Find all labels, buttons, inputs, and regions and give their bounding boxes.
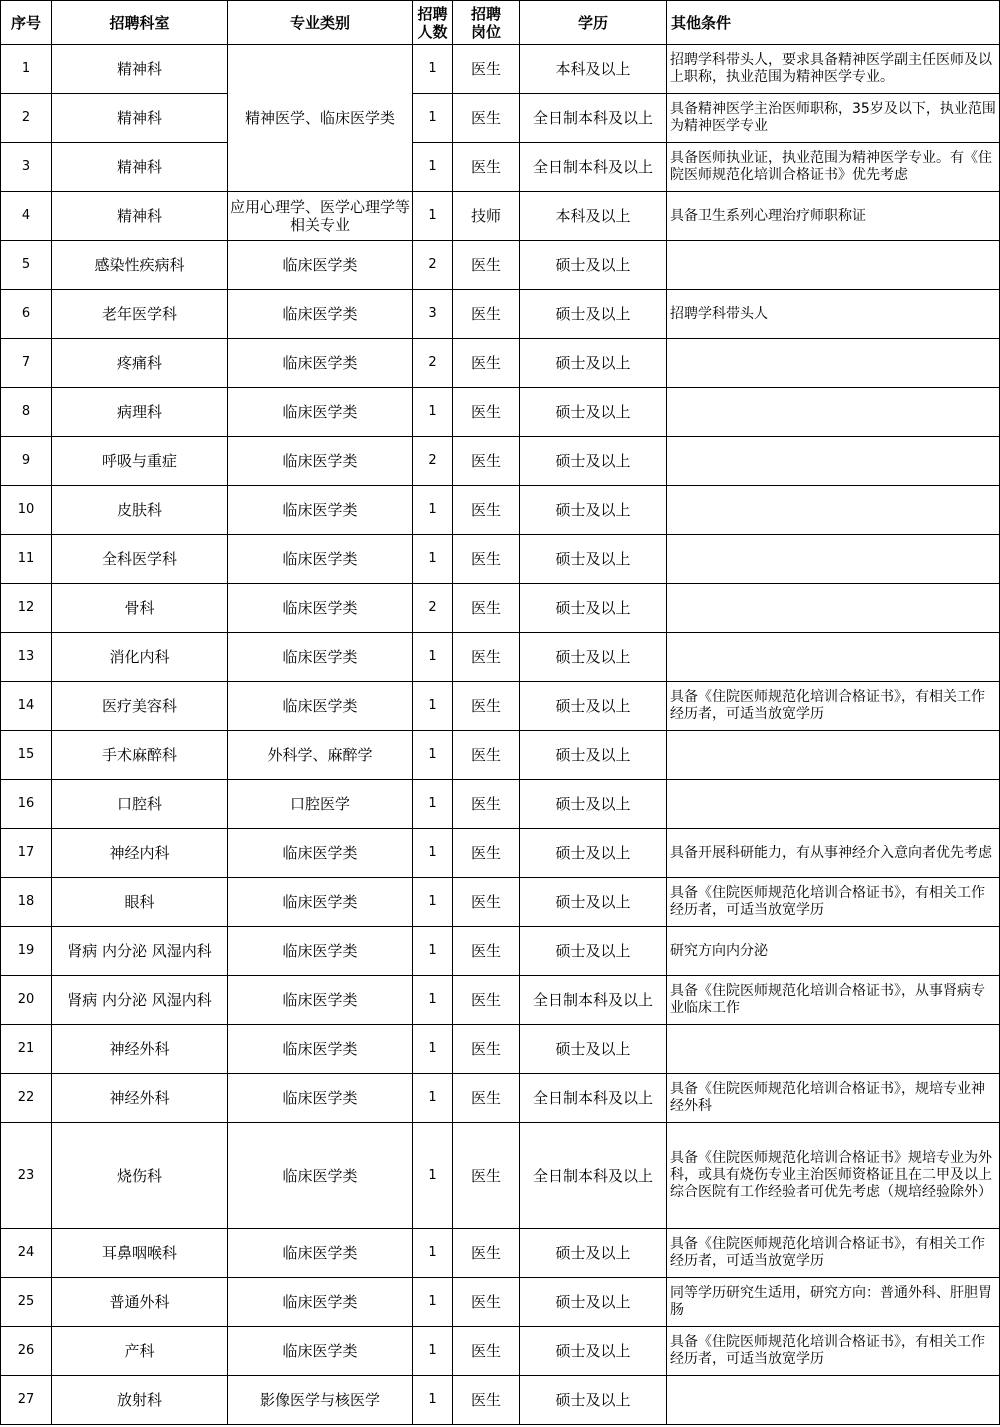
table-row bbox=[1, 1376, 1000, 1425]
cell-post: 医生 bbox=[453, 780, 520, 829]
cell-post: 医生 bbox=[453, 878, 520, 927]
cell-major: 临床医学类 bbox=[228, 486, 413, 535]
cell-edu: 硕士及以上 bbox=[520, 1278, 667, 1327]
cell-post: 医生 bbox=[453, 94, 520, 143]
cell-edu: 本科及以上 bbox=[520, 192, 667, 241]
header-major: 专业类别 bbox=[228, 1, 413, 45]
cell-count: 1 bbox=[413, 731, 453, 780]
cell-major: 影像医学与核医学 bbox=[228, 1376, 413, 1425]
cell-count: 1 bbox=[413, 682, 453, 731]
table-row bbox=[1, 339, 1000, 388]
cell-dept: 普通外科 bbox=[52, 1278, 228, 1327]
cell-count: 2 bbox=[413, 584, 453, 633]
cell-major: 临床医学类 bbox=[228, 633, 413, 682]
cell-post: 医生 bbox=[453, 1025, 520, 1074]
cell-major: 临床医学类 bbox=[228, 339, 413, 388]
cell-dept: 肾病 内分泌 风湿内科 bbox=[52, 976, 228, 1025]
cell-count: 2 bbox=[413, 437, 453, 486]
cell-post: 医生 bbox=[453, 1278, 520, 1327]
cell-post: 医生 bbox=[453, 45, 520, 94]
cell-post: 医生 bbox=[453, 290, 520, 339]
header-seq: 序号 bbox=[1, 1, 52, 45]
cell-post: 医生 bbox=[453, 633, 520, 682]
cell-edu: 硕士及以上 bbox=[520, 731, 667, 780]
cell-edu: 硕士及以上 bbox=[520, 437, 667, 486]
table-row bbox=[1, 878, 1000, 927]
cell-post: 医生 bbox=[453, 1327, 520, 1376]
cell-note: 具备《住院医师规范化培训合格证书》，从事肾病专业临床工作 bbox=[667, 976, 1000, 1025]
table-row bbox=[1, 241, 1000, 290]
cell-seq: 17 bbox=[1, 829, 52, 878]
table-row bbox=[1, 829, 1000, 878]
table-row bbox=[1, 1229, 1000, 1278]
cell-seq: 6 bbox=[1, 290, 52, 339]
cell-post: 医生 bbox=[453, 486, 520, 535]
cell-post: 医生 bbox=[453, 927, 520, 976]
cell-dept: 精神科 bbox=[52, 94, 228, 143]
cell-post: 医生 bbox=[453, 584, 520, 633]
cell-note bbox=[667, 388, 1000, 437]
cell-count: 3 bbox=[413, 290, 453, 339]
table-row bbox=[1, 45, 1000, 94]
table-row bbox=[1, 192, 1000, 241]
cell-edu: 硕士及以上 bbox=[520, 535, 667, 584]
cell-seq: 14 bbox=[1, 682, 52, 731]
cell-post: 医生 bbox=[453, 1123, 520, 1229]
cell-note: 具备精神医学主治医师职称，35岁及以下，执业范围为精神医学专业 bbox=[667, 94, 1000, 143]
table-row bbox=[1, 1278, 1000, 1327]
cell-post: 医生 bbox=[453, 388, 520, 437]
cell-edu: 硕士及以上 bbox=[520, 241, 667, 290]
cell-dept: 骨科 bbox=[52, 584, 228, 633]
cell-count: 1 bbox=[413, 1327, 453, 1376]
table-row bbox=[1, 94, 1000, 143]
cell-count: 1 bbox=[413, 927, 453, 976]
cell-edu: 硕士及以上 bbox=[520, 1327, 667, 1376]
cell-note bbox=[667, 339, 1000, 388]
cell-dept: 口腔科 bbox=[52, 780, 228, 829]
cell-edu: 全日制本科及以上 bbox=[520, 976, 667, 1025]
cell-major: 临床医学类 bbox=[228, 388, 413, 437]
table-row bbox=[1, 976, 1000, 1025]
cell-edu: 硕士及以上 bbox=[520, 1229, 667, 1278]
cell-seq: 3 bbox=[1, 143, 52, 192]
cell-seq: 12 bbox=[1, 584, 52, 633]
cell-seq: 21 bbox=[1, 1025, 52, 1074]
cell-count: 1 bbox=[413, 1278, 453, 1327]
cell-edu: 全日制本科及以上 bbox=[520, 1074, 667, 1123]
cell-major: 外科学、麻醉学 bbox=[228, 731, 413, 780]
cell-note bbox=[667, 437, 1000, 486]
cell-seq: 13 bbox=[1, 633, 52, 682]
header-count-line2: 人数 bbox=[417, 22, 448, 41]
cell-note: 具备《住院医师规范化培训合格证书》规培专业为外科，或具有烧伤专业主治医师资格证且在二甲及以上综合医院有工作经验者可优先考虑（规培经验除外） bbox=[667, 1123, 1000, 1229]
header-other: 其他条件 bbox=[667, 1, 1000, 45]
cell-dept: 神经外科 bbox=[52, 1074, 228, 1123]
cell-edu: 本科及以上 bbox=[520, 45, 667, 94]
cell-count: 1 bbox=[413, 94, 453, 143]
table-row bbox=[1, 437, 1000, 486]
cell-note: 招聘学科带头人，要求具备精神医学副主任医师及以上职称，执业范围为精神医学专业。 bbox=[667, 45, 1000, 94]
table-row bbox=[1, 731, 1000, 780]
cell-dept: 眼科 bbox=[52, 878, 228, 927]
cell-post: 医生 bbox=[453, 1376, 520, 1425]
cell-dept: 手术麻醉科 bbox=[52, 731, 228, 780]
cell-seq: 20 bbox=[1, 976, 52, 1025]
cell-dept: 耳鼻咽喉科 bbox=[52, 1229, 228, 1278]
table-row bbox=[1, 388, 1000, 437]
table-row bbox=[1, 290, 1000, 339]
cell-dept: 肾病 内分泌 风湿内科 bbox=[52, 927, 228, 976]
cell-seq: 10 bbox=[1, 486, 52, 535]
cell-dept: 皮肤科 bbox=[52, 486, 228, 535]
table-row bbox=[1, 143, 1000, 192]
cell-seq: 19 bbox=[1, 927, 52, 976]
cell-major: 临床医学类 bbox=[228, 1229, 413, 1278]
cell-dept: 全科医学科 bbox=[52, 535, 228, 584]
cell-post: 技师 bbox=[453, 192, 520, 241]
cell-note: 同等学历研究生适用，研究方向：普通外科、肝胆胃肠 bbox=[667, 1278, 1000, 1327]
cell-count: 1 bbox=[413, 486, 453, 535]
cell-seq: 7 bbox=[1, 339, 52, 388]
cell-dept: 老年医学科 bbox=[52, 290, 228, 339]
cell-major: 口腔医学 bbox=[228, 780, 413, 829]
cell-seq: 25 bbox=[1, 1278, 52, 1327]
cell-edu: 硕士及以上 bbox=[520, 290, 667, 339]
cell-post: 医生 bbox=[453, 437, 520, 486]
cell-dept: 神经内科 bbox=[52, 829, 228, 878]
cell-post: 医生 bbox=[453, 1229, 520, 1278]
cell-note bbox=[667, 1025, 1000, 1074]
header-edu: 学历 bbox=[520, 1, 667, 45]
cell-dept: 产科 bbox=[52, 1327, 228, 1376]
cell-edu: 全日制本科及以上 bbox=[520, 94, 667, 143]
cell-note bbox=[667, 731, 1000, 780]
cell-major: 临床医学类 bbox=[228, 1074, 413, 1123]
cell-major: 临床医学类 bbox=[228, 1025, 413, 1074]
cell-dept: 疼痛科 bbox=[52, 339, 228, 388]
cell-edu: 硕士及以上 bbox=[520, 388, 667, 437]
cell-seq: 4 bbox=[1, 192, 52, 241]
cell-note: 具备《住院医师规范化培训合格证书》，规培专业神经外科 bbox=[667, 1074, 1000, 1123]
cell-seq: 22 bbox=[1, 1074, 52, 1123]
cell-note bbox=[667, 241, 1000, 290]
cell-major: 临床医学类 bbox=[228, 829, 413, 878]
cell-count: 1 bbox=[413, 192, 453, 241]
cell-major: 临床医学类 bbox=[228, 927, 413, 976]
cell-count: 1 bbox=[413, 535, 453, 584]
cell-note bbox=[667, 535, 1000, 584]
cell-post: 医生 bbox=[453, 682, 520, 731]
cell-edu: 硕士及以上 bbox=[520, 829, 667, 878]
cell-count: 1 bbox=[413, 1229, 453, 1278]
table-row bbox=[1, 927, 1000, 976]
cell-major: 临床医学类 bbox=[228, 584, 413, 633]
table-row bbox=[1, 1025, 1000, 1074]
cell-seq: 24 bbox=[1, 1229, 52, 1278]
header-row bbox=[1, 1, 1000, 45]
cell-post: 医生 bbox=[453, 535, 520, 584]
cell-count: 1 bbox=[413, 1074, 453, 1123]
table-row bbox=[1, 633, 1000, 682]
cell-edu: 硕士及以上 bbox=[520, 927, 667, 976]
cell-edu: 全日制本科及以上 bbox=[520, 143, 667, 192]
cell-seq: 15 bbox=[1, 731, 52, 780]
cell-seq: 1 bbox=[1, 45, 52, 94]
cell-note bbox=[667, 486, 1000, 535]
cell-dept: 精神科 bbox=[52, 45, 228, 94]
cell-major: 临床医学类 bbox=[228, 1327, 413, 1376]
cell-post: 医生 bbox=[453, 976, 520, 1025]
cell-note: 具备《住院医师规范化培训合格证书》，有相关工作经历者，可适当放宽学历 bbox=[667, 1229, 1000, 1278]
header-count-line1: 招聘 bbox=[417, 4, 448, 23]
cell-count: 1 bbox=[413, 1025, 453, 1074]
cell-note bbox=[667, 584, 1000, 633]
cell-count: 1 bbox=[413, 829, 453, 878]
header-post bbox=[453, 1, 520, 45]
cell-count: 1 bbox=[413, 878, 453, 927]
cell-note: 具备《住院医师规范化培训合格证书》，有相关工作经历者，可适当放宽学历 bbox=[667, 878, 1000, 927]
cell-edu: 硕士及以上 bbox=[520, 780, 667, 829]
cell-seq: 9 bbox=[1, 437, 52, 486]
table-row bbox=[1, 486, 1000, 535]
cell-seq: 8 bbox=[1, 388, 52, 437]
cell-major: 临床医学类 bbox=[228, 1123, 413, 1229]
cell-seq: 16 bbox=[1, 780, 52, 829]
cell-count: 1 bbox=[413, 633, 453, 682]
cell-edu: 硕士及以上 bbox=[520, 633, 667, 682]
cell-seq: 5 bbox=[1, 241, 52, 290]
table-row bbox=[1, 1123, 1000, 1229]
cell-count: 1 bbox=[413, 1123, 453, 1229]
cell-post: 医生 bbox=[453, 1074, 520, 1123]
cell-major: 临床医学类 bbox=[228, 290, 413, 339]
table-row bbox=[1, 1074, 1000, 1123]
cell-major: 应用心理学、医学心理学等相关专业 bbox=[228, 192, 413, 241]
cell-major: 临床医学类 bbox=[228, 878, 413, 927]
cell-post: 医生 bbox=[453, 241, 520, 290]
cell-count: 1 bbox=[413, 388, 453, 437]
cell-edu: 硕士及以上 bbox=[520, 1025, 667, 1074]
cell-note bbox=[667, 1376, 1000, 1425]
header-post-line2: 岗位 bbox=[470, 22, 501, 41]
cell-edu: 硕士及以上 bbox=[520, 682, 667, 731]
table-row bbox=[1, 535, 1000, 584]
cell-edu: 硕士及以上 bbox=[520, 584, 667, 633]
cell-dept: 感染性疾病科 bbox=[52, 241, 228, 290]
cell-note bbox=[667, 780, 1000, 829]
cell-note: 具备《住院医师规范化培训合格证书》，有相关工作经历者，可适当放宽学历 bbox=[667, 682, 1000, 731]
cell-major: 临床医学类 bbox=[228, 437, 413, 486]
cell-note bbox=[667, 633, 1000, 682]
cell-seq: 18 bbox=[1, 878, 52, 927]
cell-edu: 硕士及以上 bbox=[520, 878, 667, 927]
cell-dept: 放射科 bbox=[52, 1376, 228, 1425]
cell-major-merged: 精神医学、临床医学类 bbox=[228, 45, 413, 192]
cell-major: 临床医学类 bbox=[228, 241, 413, 290]
header-count bbox=[413, 1, 453, 45]
cell-dept: 精神科 bbox=[52, 192, 228, 241]
cell-seq: 11 bbox=[1, 535, 52, 584]
table-row bbox=[1, 682, 1000, 731]
table-row bbox=[1, 1327, 1000, 1376]
cell-edu: 全日制本科及以上 bbox=[520, 1123, 667, 1229]
cell-dept: 烧伤科 bbox=[52, 1123, 228, 1229]
cell-count: 2 bbox=[413, 339, 453, 388]
cell-note: 招聘学科带头人 bbox=[667, 290, 1000, 339]
cell-seq: 27 bbox=[1, 1376, 52, 1425]
cell-dept: 病理科 bbox=[52, 388, 228, 437]
cell-major: 临床医学类 bbox=[228, 682, 413, 731]
cell-seq: 26 bbox=[1, 1327, 52, 1376]
cell-count: 2 bbox=[413, 241, 453, 290]
cell-post: 医生 bbox=[453, 143, 520, 192]
cell-count: 1 bbox=[413, 780, 453, 829]
cell-seq: 2 bbox=[1, 94, 52, 143]
table-body bbox=[1, 45, 1000, 1425]
table-row bbox=[1, 584, 1000, 633]
cell-major: 临床医学类 bbox=[228, 1278, 413, 1327]
cell-post: 医生 bbox=[453, 731, 520, 780]
cell-major: 临床医学类 bbox=[228, 976, 413, 1025]
cell-major: 临床医学类 bbox=[228, 535, 413, 584]
cell-dept: 神经外科 bbox=[52, 1025, 228, 1074]
cell-dept: 消化内科 bbox=[52, 633, 228, 682]
cell-seq: 23 bbox=[1, 1123, 52, 1229]
cell-edu: 硕士及以上 bbox=[520, 1376, 667, 1425]
cell-dept: 精神科 bbox=[52, 143, 228, 192]
cell-edu: 硕士及以上 bbox=[520, 339, 667, 388]
table-row bbox=[1, 780, 1000, 829]
cell-note: 具备《住院医师规范化培训合格证书》，有相关工作经历者，可适当放宽学历 bbox=[667, 1327, 1000, 1376]
cell-note: 研究方向内分泌 bbox=[667, 927, 1000, 976]
cell-count: 1 bbox=[413, 143, 453, 192]
cell-post: 医生 bbox=[453, 339, 520, 388]
header-dept: 招聘科室 bbox=[52, 1, 228, 45]
cell-dept: 医疗美容科 bbox=[52, 682, 228, 731]
header-post-line1: 招聘 bbox=[470, 4, 501, 23]
cell-count: 1 bbox=[413, 1376, 453, 1425]
cell-count: 1 bbox=[413, 976, 453, 1025]
cell-post: 医生 bbox=[453, 829, 520, 878]
cell-edu: 硕士及以上 bbox=[520, 486, 667, 535]
cell-dept: 呼吸与重症 bbox=[52, 437, 228, 486]
cell-note: 具备开展科研能力，有从事神经介入意向者优先考虑 bbox=[667, 829, 1000, 878]
cell-note: 具备卫生系列心理治疗师职称证 bbox=[667, 192, 1000, 241]
cell-count: 1 bbox=[413, 45, 453, 94]
cell-note: 具备医师执业证，执业范围为精神医学专业。有《住院医师规范化培训合格证书》优先考虑 bbox=[667, 143, 1000, 192]
